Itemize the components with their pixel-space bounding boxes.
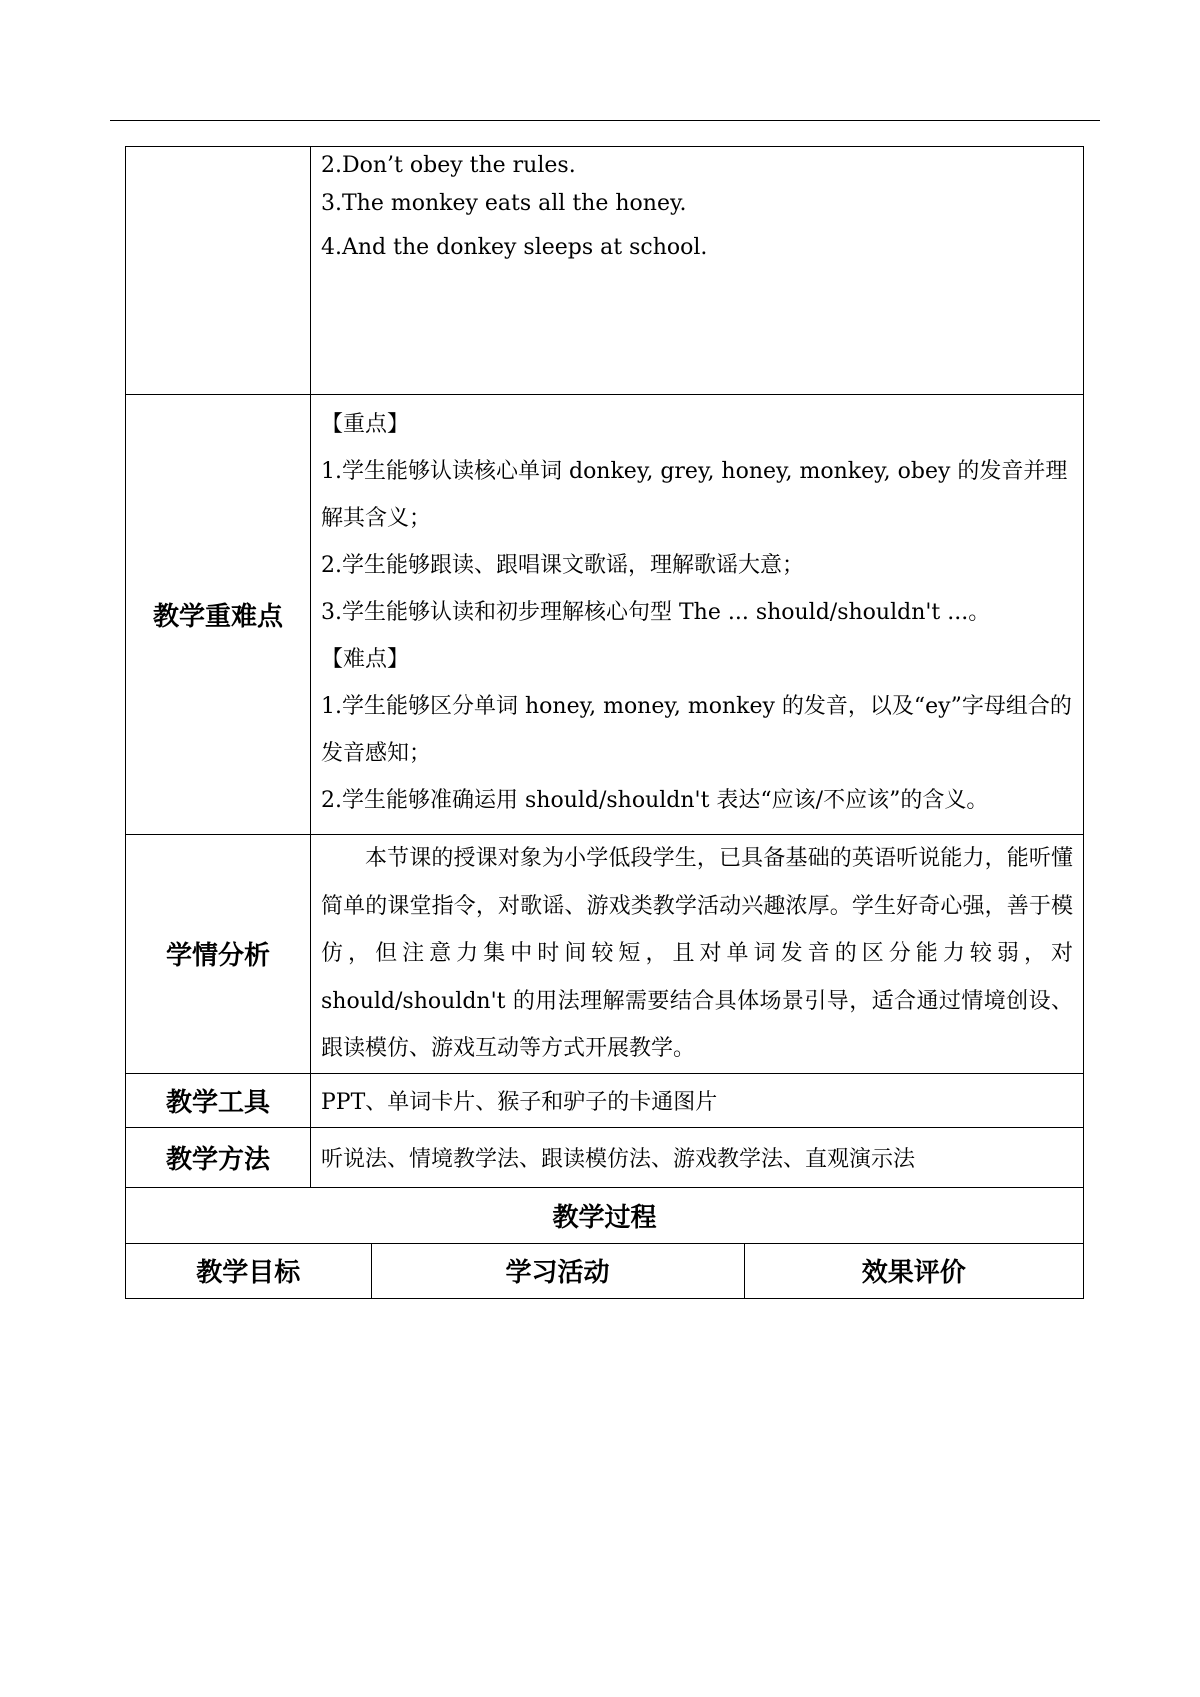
student-analysis-text: 本节课的授课对象为小学低段学生，已具备基础的英语听说能力，能听懂简单的课堂指令，对歌谣、游戏类教学活动兴趣浓厚。学生好奇心强，善于模仿，但注意力集中时间较短，且对单词发音的区分能力较弱，对 should/shouldn't 的用法理解需要结合具体场景引导，适合通过情境创设、跟读模仿、游戏互动等方式开展教学。 bbox=[321, 846, 1073, 1061]
continuation-cell bbox=[311, 147, 1084, 395]
column-header-activity: 学习活动 bbox=[371, 1244, 744, 1298]
student-analysis-label: 学情分析 bbox=[126, 835, 311, 1074]
process-header-table bbox=[126, 1244, 1083, 1298]
row-tools bbox=[126, 1073, 1084, 1127]
continuation-line: 4.And the donkey sleeps at school. bbox=[321, 235, 708, 260]
key-points-line: 1.学生能够认读核心单词 donkey, grey, honey, monkey, obey 的发音并理 bbox=[321, 459, 1068, 484]
continuation-line: 2.Don’t obey the rules. bbox=[321, 153, 576, 178]
key-points-line: 发音感知； bbox=[321, 741, 432, 766]
key-points-line: 2.学生能够准确运用 should/shouldn't 表达“应该/不应该”的含义。 bbox=[321, 788, 989, 813]
lesson-plan-table bbox=[125, 146, 1084, 1299]
process-title: 教学过程 bbox=[126, 1187, 1084, 1243]
row-key-points bbox=[126, 395, 1084, 835]
key-points-line: 1.学生能够区分单词 honey, money, monkey 的发音，以及“ey”字母组合的 bbox=[321, 694, 1072, 719]
key-points-line: 【重点】 bbox=[321, 412, 410, 437]
key-points-cell bbox=[311, 395, 1084, 835]
row-student-analysis bbox=[126, 835, 1084, 1074]
student-analysis-cell bbox=[311, 835, 1084, 1074]
column-header-goal: 教学目标 bbox=[196, 1258, 301, 1288]
key-points-label: 教学重难点 bbox=[126, 395, 311, 835]
row-process-title bbox=[126, 1187, 1084, 1243]
methods-label: 教学方法 bbox=[126, 1127, 311, 1187]
key-points-line: 【难点】 bbox=[321, 647, 410, 672]
row-methods bbox=[126, 1127, 1084, 1187]
header-rule bbox=[110, 120, 1100, 121]
key-points-line: 解其含义； bbox=[321, 506, 432, 531]
empty-label-cell bbox=[126, 147, 311, 395]
key-points-line: 3.学生能够认读和初步理解核心句型 The ... should/shouldn't ...。 bbox=[321, 600, 991, 625]
tools-label: 教学工具 bbox=[126, 1073, 311, 1127]
key-points-line: 2.学生能够跟读、跟唱课文歌谣，理解歌谣大意； bbox=[321, 553, 804, 578]
tools-value: PPT、单词卡片、猴子和驴子的卡通图片 bbox=[311, 1073, 1084, 1127]
row-continuation bbox=[126, 147, 1084, 395]
column-header-evaluation: 效果评价 bbox=[744, 1244, 1083, 1298]
methods-value: 听说法、情境教学法、跟读模仿法、游戏教学法、直观演示法 bbox=[311, 1127, 1084, 1187]
continuation-line: 3.The monkey eats all the honey. bbox=[321, 191, 687, 216]
process-header-cell bbox=[126, 1243, 1084, 1298]
row-process-header bbox=[126, 1243, 1084, 1298]
